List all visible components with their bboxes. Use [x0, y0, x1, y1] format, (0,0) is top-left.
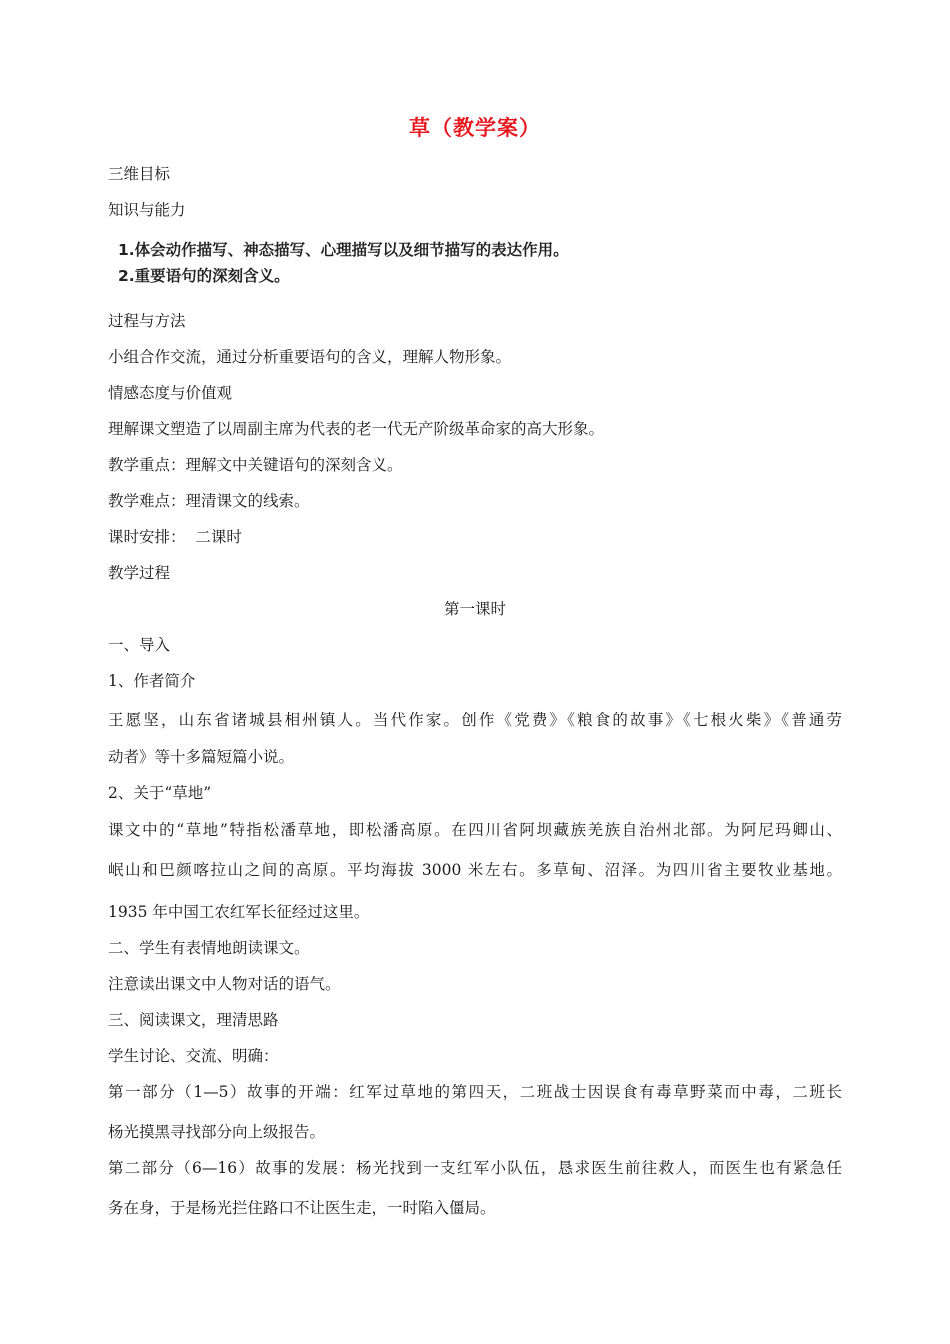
paragraph: 学生讨论、交流、明确： — [108, 1047, 279, 1065]
section-heading: 一、导入 — [108, 636, 171, 654]
document-title: 草（教学案） — [409, 116, 541, 140]
heading-goals: 三维目标 — [108, 165, 171, 183]
sub-heading: 1、作者简介 — [108, 672, 196, 690]
paragraph: 理解课文塑造了以周副主席为代表的老一代无产阶级革命家的高大形象。 — [108, 420, 605, 438]
paragraph-line: 王愿坚，山东省诸城县相州镇人。当代作家。创作《党费》《粮食的故事》《七根火柴》《普通劳 — [108, 711, 842, 729]
heading-teaching-process: 教学过程 — [108, 564, 171, 582]
lesson-heading: 第一课时 — [443, 600, 506, 618]
goal-item-1: 1.体会动作描写、神态描写、心理描写以及细节描写的表达作用。 — [118, 241, 569, 259]
paragraph: 注意读出课文中人物对话的语气。 — [108, 975, 341, 993]
goal-item-2: 2.重要语句的深刻含义。 — [118, 267, 290, 285]
paragraph-line: 课文中的“草地”特指松潘草地，即松潘高原。在四川省阿坝藏族羌族自治州北部。为阿尼玛卿山、 — [108, 821, 842, 839]
section-heading: 二、学生有表情地朗读课文。 — [108, 939, 310, 957]
paragraph-line: 岷山和巴颜喀拉山之间的高原。平均海拔 3000 米左右。多草甸、沼泽。为四川省主要牧业基地。 — [108, 861, 842, 879]
teaching-difficulty: 教学难点：理清课文的线索。 — [108, 492, 310, 510]
section-heading: 三、阅读课文，理清思路 — [108, 1011, 279, 1029]
schedule: 课时安排： 二课时 — [108, 528, 242, 546]
paragraph-line: 务在身，于是杨光拦住路口不让医生走，一时陷入僵局。 — [108, 1199, 496, 1217]
paragraph-line: 1935 年中国工农红军长征经过这里。 — [108, 903, 370, 921]
sub-heading: 2、关于“草地” — [108, 784, 212, 802]
teaching-focus: 教学重点：理解文中关键语句的深刻含义。 — [108, 456, 403, 474]
heading-process: 过程与方法 — [108, 312, 186, 330]
paragraph-line: 动者》等十多篇短篇小说。 — [108, 748, 295, 766]
paragraph-line: 第一部分（1—5）故事的开端：红军过草地的第四天，二班战士因误食有毒草野菜而中毒，二班长 — [108, 1083, 842, 1101]
heading-values: 情感态度与价值观 — [108, 384, 233, 402]
paragraph-line: 杨光摸黑寻找部分向上级报告。 — [108, 1123, 326, 1141]
paragraph: 小组合作交流，通过分析重要语句的含义，理解人物形象。 — [108, 348, 512, 366]
paragraph-line: 第二部分（6—16）故事的发展：杨光找到一支红军小队伍，恳求医生前往救人，而医生也有紧急任 — [108, 1159, 842, 1177]
heading-knowledge: 知识与能力 — [108, 201, 186, 219]
